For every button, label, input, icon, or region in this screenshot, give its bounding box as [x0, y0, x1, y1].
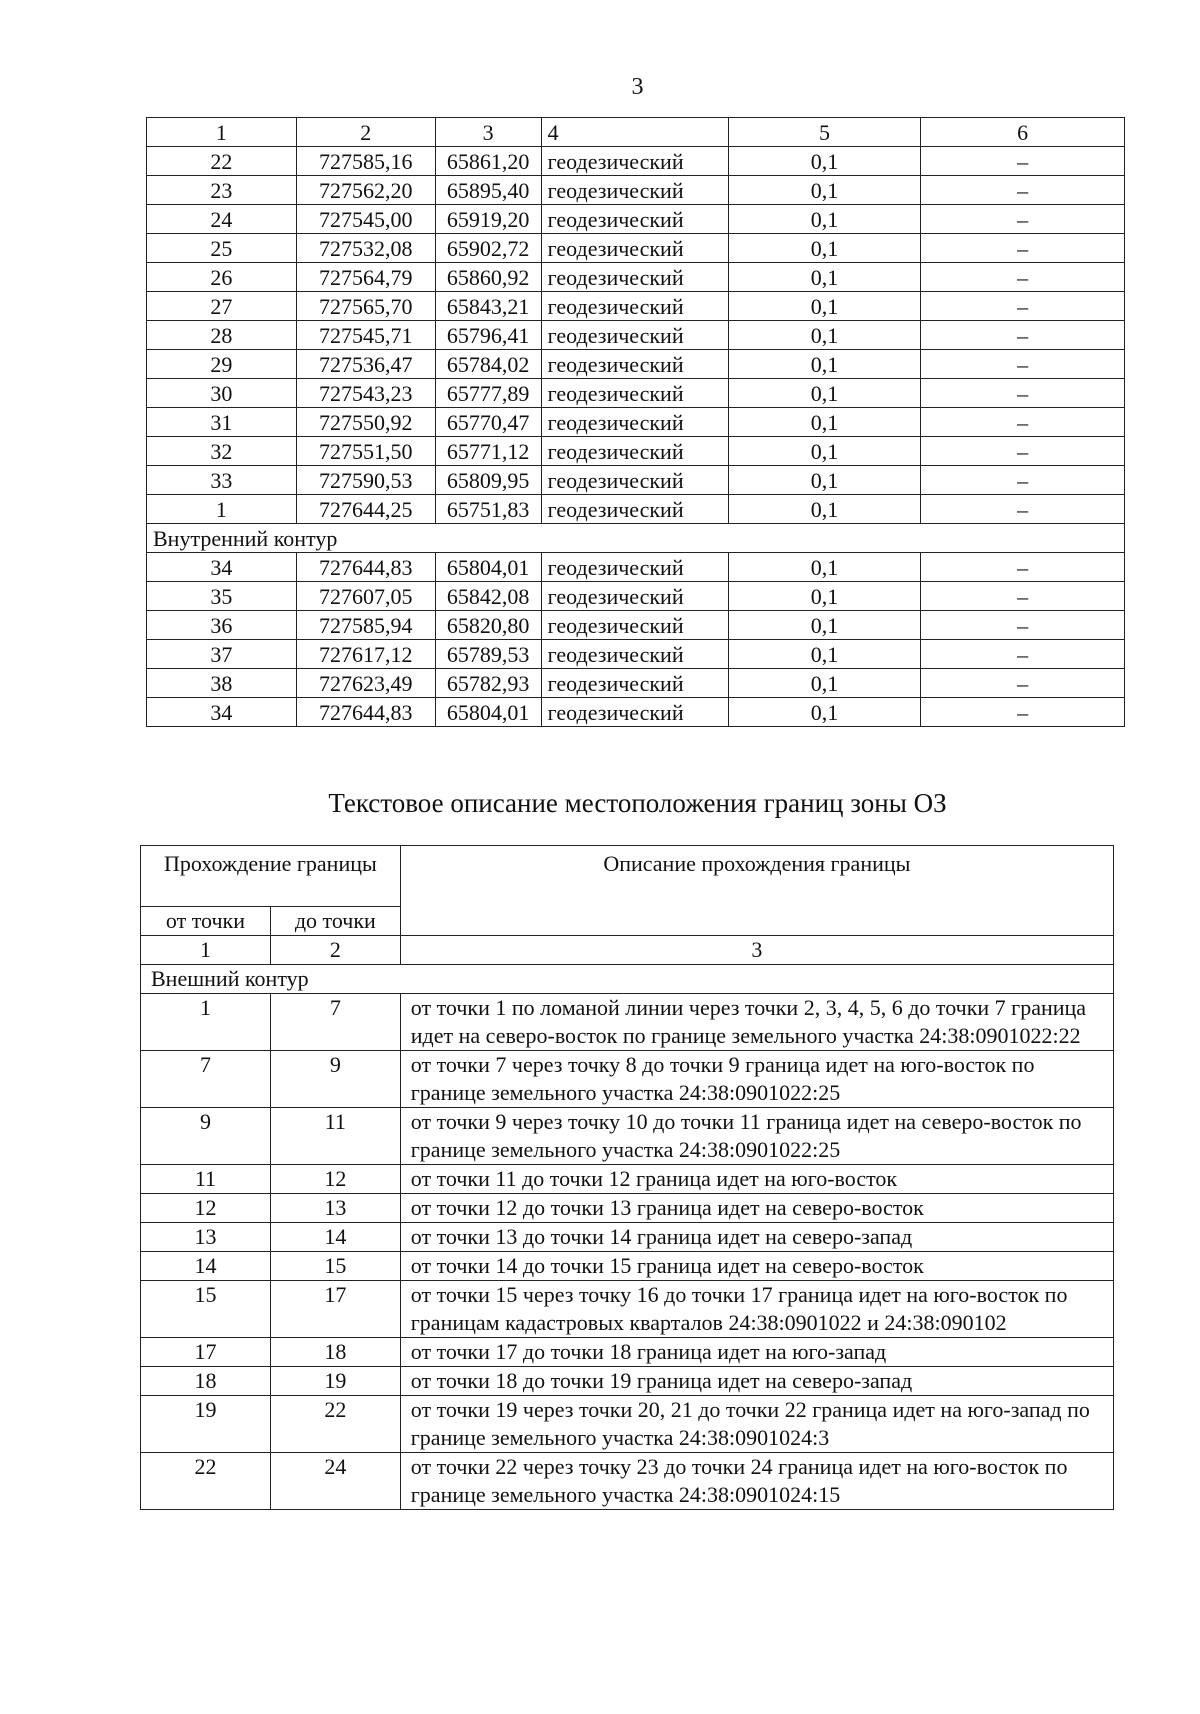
- coord-cell-col3: 65771,12: [435, 437, 541, 466]
- coord-cell-col5: 0,1: [728, 466, 921, 495]
- coord-cell-col2: 727545,71: [296, 321, 435, 350]
- inner-contour-label: Внутренний контур: [147, 524, 1125, 553]
- boundary-row: [141, 1108, 1114, 1165]
- header-passage: Прохождение границы: [141, 846, 401, 907]
- coord-cell-col4: геодезический: [541, 379, 728, 408]
- coord-cell-col6: –: [921, 466, 1125, 495]
- boundary-description-cell: от точки 15 через точку 16 до точки 17 граница идет на юго-восток по границам кадастровых кварталов 24:38:0901022 и 24:38:090102: [400, 1281, 1113, 1338]
- from-point-cell: 12: [141, 1194, 271, 1223]
- boundary-description-cell: от точки 19 через точки 20, 21 до точки 22 граница идет на юго-запад по границе земельного участка 24:38:0901024:3: [400, 1396, 1113, 1453]
- coord-cell-col3: 65796,41: [435, 321, 541, 350]
- coordinate-row: [147, 350, 1125, 379]
- coord-cell-col6: –: [921, 176, 1125, 205]
- boundary-description-table: [140, 845, 1114, 1510]
- boundary-description-cell: от точки 9 через точку 10 до точки 11 граница идет на северо-восток по границе земельного участка 24:38:0901022:25: [400, 1108, 1113, 1165]
- boundary-row: [141, 1367, 1114, 1396]
- boundary-row: [141, 1223, 1114, 1252]
- coord-cell-col4: 4: [541, 118, 728, 147]
- coord-cell-col1: 29: [147, 350, 297, 379]
- to-point-cell: 17: [270, 1281, 400, 1338]
- coord-cell-col2: 727565,70: [296, 292, 435, 321]
- coord-cell-col5: 0,1: [728, 437, 921, 466]
- coord-cell-col5: 5: [728, 118, 921, 147]
- header-to: до точки: [270, 907, 400, 936]
- coord-cell-col4: геодезический: [541, 611, 728, 640]
- coord-cell-col3: 65782,93: [435, 669, 541, 698]
- to-point-cell: 7: [270, 994, 400, 1051]
- coord-cell-col5: 0,1: [728, 263, 921, 292]
- from-point-cell: 13: [141, 1223, 271, 1252]
- to-point-cell: 14: [270, 1223, 400, 1252]
- coord-cell-col3: 65777,89: [435, 379, 541, 408]
- coord-cell-col5: 0,1: [728, 408, 921, 437]
- to-point-cell: 9: [270, 1051, 400, 1108]
- coordinate-row: [147, 408, 1125, 437]
- coord-cell-col3: 65809,95: [435, 466, 541, 495]
- coord-cell-col2: 727551,50: [296, 437, 435, 466]
- coord-cell-col2: 727536,47: [296, 350, 435, 379]
- coordinate-row: [147, 263, 1125, 292]
- boundary-row: [141, 1338, 1114, 1367]
- column-header-row: [147, 118, 1125, 147]
- to-point-cell: 19: [270, 1367, 400, 1396]
- coord-cell-col3: 65770,47: [435, 408, 541, 437]
- coord-cell-col4: геодезический: [541, 466, 728, 495]
- coord-cell-col2: 727623,49: [296, 669, 435, 698]
- coord-cell-col5: 0,1: [728, 669, 921, 698]
- boundary-row: [141, 994, 1114, 1051]
- coord-cell-col4: геодезический: [541, 408, 728, 437]
- boundary-row: [141, 1051, 1114, 1108]
- boundary-row: [141, 1252, 1114, 1281]
- coord-cell-col4: геодезический: [541, 263, 728, 292]
- coord-cell-col3: 65895,40: [435, 176, 541, 205]
- coord-cell-col2: 727562,20: [296, 176, 435, 205]
- coordinate-row: [147, 292, 1125, 321]
- coord-cell-col1: 23: [147, 176, 297, 205]
- from-point-cell: 1: [141, 994, 271, 1051]
- coord-cell-col2: 727617,12: [296, 640, 435, 669]
- column-number: 3: [400, 936, 1113, 965]
- coord-cell-col4: геодезический: [541, 640, 728, 669]
- to-point-cell: 13: [270, 1194, 400, 1223]
- coord-cell-col6: –: [921, 669, 1125, 698]
- boundary-row: [141, 1165, 1114, 1194]
- page-number: 3: [631, 74, 644, 100]
- coord-cell-col2: 727585,94: [296, 611, 435, 640]
- header-from: от точки: [141, 907, 271, 936]
- coord-cell-col2: 727543,23: [296, 379, 435, 408]
- coord-cell-col3: 65820,80: [435, 611, 541, 640]
- coord-cell-col1: 34: [147, 553, 297, 582]
- coord-cell-col2: 727590,53: [296, 466, 435, 495]
- coord-cell-col2: 727532,08: [296, 234, 435, 263]
- from-point-cell: 7: [141, 1051, 271, 1108]
- from-point-cell: 14: [141, 1252, 271, 1281]
- coord-cell-col4: геодезический: [541, 234, 728, 263]
- coordinate-row: [147, 582, 1125, 611]
- coord-cell-col1: 36: [147, 611, 297, 640]
- coord-cell-col6: –: [921, 263, 1125, 292]
- coord-cell-col6: –: [921, 147, 1125, 176]
- coord-cell-col6: –: [921, 234, 1125, 263]
- coord-cell-col3: 65861,20: [435, 147, 541, 176]
- to-point-cell: 15: [270, 1252, 400, 1281]
- coord-cell-col6: –: [921, 698, 1125, 727]
- coord-cell-col1: 37: [147, 640, 297, 669]
- coord-cell-col3: 65789,53: [435, 640, 541, 669]
- boundary-row: [141, 1281, 1114, 1338]
- coord-cell-col6: –: [921, 611, 1125, 640]
- coord-cell-col5: 0,1: [728, 176, 921, 205]
- boundary-row: [141, 1453, 1114, 1510]
- coord-cell-col5: 0,1: [728, 205, 921, 234]
- to-point-cell: 22: [270, 1396, 400, 1453]
- coord-cell-col2: 727644,83: [296, 553, 435, 582]
- coord-cell-col1: 31: [147, 408, 297, 437]
- coord-cell-col2: 727644,25: [296, 495, 435, 524]
- from-point-cell: 22: [141, 1453, 271, 1510]
- header-description: Описание прохождения границы: [400, 846, 1113, 936]
- boundary-description-cell: от точки 7 через точку 8 до точки 9 граница идет на юго-восток по границе земельного участка 24:38:0901022:25: [400, 1051, 1113, 1108]
- coord-cell-col1: 22: [147, 147, 297, 176]
- coord-cell-col6: –: [921, 582, 1125, 611]
- coord-cell-col6: –: [921, 379, 1125, 408]
- coord-cell-col4: геодезический: [541, 292, 728, 321]
- coord-cell-col2: 727607,05: [296, 582, 435, 611]
- boundary-description-cell: от точки 22 через точку 23 до точки 24 граница идет на юго-восток по границе земельного участка 24:38:0901024:15: [400, 1453, 1113, 1510]
- coord-cell-col1: 30: [147, 379, 297, 408]
- coordinate-row: [147, 669, 1125, 698]
- coordinate-row: [147, 611, 1125, 640]
- coord-cell-col2: 727644,83: [296, 698, 435, 727]
- header-row: [141, 846, 1114, 907]
- coord-cell-col2: 2: [296, 118, 435, 147]
- coord-cell-col3: 3: [435, 118, 541, 147]
- coordinate-row: [147, 147, 1125, 176]
- coordinate-row: [147, 553, 1125, 582]
- coord-cell-col4: геодезический: [541, 669, 728, 698]
- coord-cell-col2: 727564,79: [296, 263, 435, 292]
- from-point-cell: 17: [141, 1338, 271, 1367]
- coord-cell-col4: геодезический: [541, 437, 728, 466]
- coord-cell-col1: 26: [147, 263, 297, 292]
- boundary-row: [141, 1396, 1114, 1453]
- coord-cell-col4: геодезический: [541, 698, 728, 727]
- coordinate-row: [147, 437, 1125, 466]
- coord-cell-col5: 0,1: [728, 350, 921, 379]
- coordinate-row: [147, 379, 1125, 408]
- coordinate-row: [147, 234, 1125, 263]
- coord-cell-col3: 65784,02: [435, 350, 541, 379]
- coord-cell-col1: 32: [147, 437, 297, 466]
- coord-cell-col6: –: [921, 350, 1125, 379]
- coord-cell-col5: 0,1: [728, 495, 921, 524]
- coord-cell-col2: 727550,92: [296, 408, 435, 437]
- coord-cell-col3: 65843,21: [435, 292, 541, 321]
- coordinate-row: [147, 321, 1125, 350]
- coord-cell-col6: 6: [921, 118, 1125, 147]
- coord-cell-col3: 65751,83: [435, 495, 541, 524]
- coord-cell-col6: –: [921, 408, 1125, 437]
- coord-cell-col3: 65919,20: [435, 205, 541, 234]
- boundary-description-cell: от точки 11 до точки 12 граница идет на юго-восток: [400, 1165, 1113, 1194]
- boundary-description-cell: от точки 17 до точки 18 граница идет на юго-запад: [400, 1338, 1113, 1367]
- coord-cell-col2: 727585,16: [296, 147, 435, 176]
- coord-cell-col5: 0,1: [728, 582, 921, 611]
- coordinate-row: [147, 495, 1125, 524]
- coord-cell-col2: 727545,00: [296, 205, 435, 234]
- coordinate-row: [147, 698, 1125, 727]
- boundary-row: [141, 1194, 1114, 1223]
- boundary-description-cell: от точки 13 до точки 14 граница идет на северо-запад: [400, 1223, 1113, 1252]
- coord-cell-col3: 65860,92: [435, 263, 541, 292]
- coord-cell-col1: 28: [147, 321, 297, 350]
- coord-cell-col1: 27: [147, 292, 297, 321]
- column-number: 1: [141, 936, 271, 965]
- coord-cell-col1: 38: [147, 669, 297, 698]
- coord-cell-col1: 33: [147, 466, 297, 495]
- from-point-cell: 18: [141, 1367, 271, 1396]
- coord-cell-col5: 0,1: [728, 611, 921, 640]
- coordinate-row: [147, 466, 1125, 495]
- coord-cell-col4: геодезический: [541, 495, 728, 524]
- coord-cell-col3: 65842,08: [435, 582, 541, 611]
- coord-cell-col5: 0,1: [728, 321, 921, 350]
- coord-cell-col4: геодезический: [541, 147, 728, 176]
- coord-cell-col3: 65804,01: [435, 698, 541, 727]
- boundary-description-cell: от точки 12 до точки 13 граница идет на северо-восток: [400, 1194, 1113, 1223]
- coord-cell-col6: –: [921, 495, 1125, 524]
- from-point-cell: 19: [141, 1396, 271, 1453]
- to-point-cell: 12: [270, 1165, 400, 1194]
- coord-cell-col4: геодезический: [541, 176, 728, 205]
- coord-cell-col5: 0,1: [728, 147, 921, 176]
- coord-cell-col1: 34: [147, 698, 297, 727]
- from-point-cell: 15: [141, 1281, 271, 1338]
- boundary-description-cell: от точки 1 по ломаной линии через точки 2, 3, 4, 5, 6 до точки 7 граница идет на северо-восток по границе земельного участка 24:38:0901022:22: [400, 994, 1113, 1051]
- coord-cell-col4: геодезический: [541, 553, 728, 582]
- coord-cell-col1: 24: [147, 205, 297, 234]
- coord-cell-col1: 1: [147, 495, 297, 524]
- coord-cell-col6: –: [921, 553, 1125, 582]
- column-number-row: [141, 936, 1114, 965]
- boundary-description-cell: от точки 14 до точки 15 граница идет на северо-восток: [400, 1252, 1113, 1281]
- coord-cell-col1: 35: [147, 582, 297, 611]
- from-point-cell: 11: [141, 1165, 271, 1194]
- coord-cell-col4: геодезический: [541, 350, 728, 379]
- coord-cell-col3: 65902,72: [435, 234, 541, 263]
- coord-cell-col4: геодезический: [541, 582, 728, 611]
- coord-cell-col5: 0,1: [728, 292, 921, 321]
- coord-cell-col3: 65804,01: [435, 553, 541, 582]
- coord-cell-col6: –: [921, 321, 1125, 350]
- boundary-description-cell: от точки 18 до точки 19 граница идет на северо-запад: [400, 1367, 1113, 1396]
- coordinates-table: [146, 117, 1125, 727]
- from-point-cell: 9: [141, 1108, 271, 1165]
- coordinate-row: [147, 205, 1125, 234]
- coord-cell-col5: 0,1: [728, 553, 921, 582]
- coord-cell-col4: геодезический: [541, 321, 728, 350]
- coord-cell-col1: 1: [147, 118, 297, 147]
- to-point-cell: 18: [270, 1338, 400, 1367]
- column-number: 2: [270, 936, 400, 965]
- to-point-cell: 24: [270, 1453, 400, 1510]
- outer-contour-label: Внешний контур: [141, 965, 1114, 994]
- outer-contour-row: [141, 965, 1114, 994]
- coordinate-row: [147, 176, 1125, 205]
- coord-cell-col6: –: [921, 292, 1125, 321]
- coord-cell-col5: 0,1: [728, 698, 921, 727]
- coordinate-row: [147, 640, 1125, 669]
- coord-cell-col6: –: [921, 640, 1125, 669]
- coord-cell-col6: –: [921, 437, 1125, 466]
- to-point-cell: 11: [270, 1108, 400, 1165]
- coord-cell-col5: 0,1: [728, 379, 921, 408]
- coord-cell-col4: геодезический: [541, 205, 728, 234]
- coord-cell-col1: 25: [147, 234, 297, 263]
- coord-cell-col5: 0,1: [728, 234, 921, 263]
- coord-cell-col5: 0,1: [728, 640, 921, 669]
- inner-contour-row: [147, 524, 1125, 553]
- coord-cell-col6: –: [921, 205, 1125, 234]
- section-title: Текстовое описание местоположения границ зоны ОЗ: [328, 788, 947, 818]
